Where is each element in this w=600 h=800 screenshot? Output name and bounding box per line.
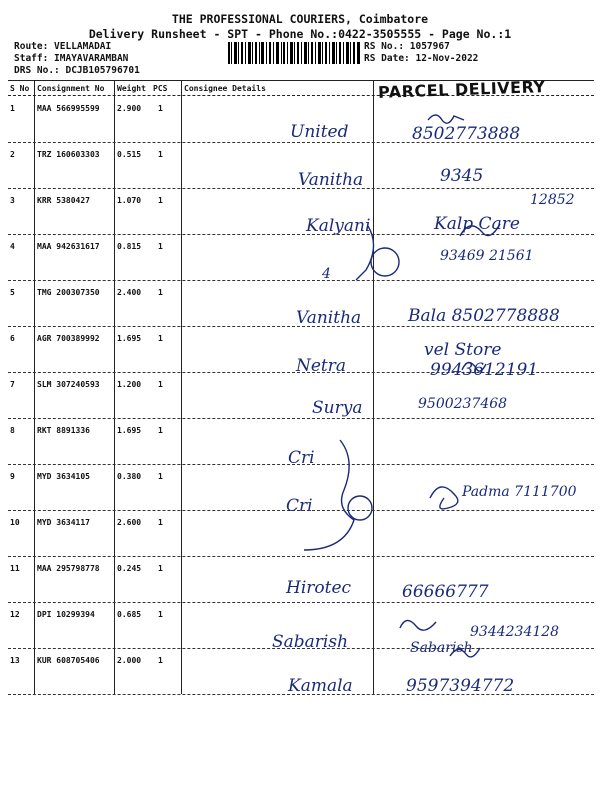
handwritten-name: Hirotec [286, 578, 352, 598]
document-title: THE PROFESSIONAL COURIERS, Coimbatore [171, 12, 429, 26]
table-row: 12 DPI 10299394 0.685 1 [8, 602, 594, 649]
handwritten-name: Kamala [288, 676, 353, 696]
bracket-line [356, 226, 374, 280]
signature [430, 487, 458, 509]
handwritten-name: Kalyani [306, 216, 371, 236]
table-row: 11 MAA 295798778 0.245 1 [8, 556, 594, 603]
table-row: 10 MYD 3634117 2.600 1 [8, 510, 594, 557]
handwritten-name: Cri [286, 496, 313, 516]
drs-label: DRS No.: DCJB105796701 [14, 65, 140, 76]
table-row: 4 MAA 942631617 0.815 1 [8, 234, 594, 281]
rs-date: RS Date: 12-Nov-2022 [364, 53, 479, 64]
column-header-weight: Weight [117, 84, 146, 93]
handwritten-note: 4 [322, 266, 331, 282]
handwritten-note: Kalp Care [434, 214, 520, 234]
handwritten-phone: 9943612191 [430, 360, 539, 380]
handwritten-phone: 9500237468 [418, 396, 508, 412]
signature [450, 648, 480, 657]
handwritten-name: Sabarish [272, 632, 349, 652]
route-label: Route: VELLAMADAI [14, 41, 112, 52]
table-row: 6 AGR 700389992 1.695 1 [8, 326, 594, 373]
column-header-pcs: PCS [153, 84, 168, 93]
signature [428, 115, 464, 123]
table-row: 13 KUR 608705406 2.000 1 [8, 648, 594, 695]
handwritten-name: Cri [288, 448, 315, 468]
parcel-delivery-stamp: PARCEL DELIVERY [377, 77, 546, 102]
rs-number: RS No.: 1057967 [364, 41, 450, 52]
circled-mark [348, 496, 372, 520]
handwritten-phone: 12852 [530, 192, 575, 208]
table-row: 1 MAA 566995599 2.900 1 [8, 96, 594, 143]
column-header-consignee: Consignee Details [184, 84, 266, 93]
circled-mark [371, 248, 399, 276]
table-row: 2 TRZ 160603303 0.515 1 [8, 142, 594, 189]
handwritten-signature-text: Sabarish [410, 640, 473, 656]
document-subtitle: Delivery Runsheet - SPT - Phone No.:0422-3505555 - Page No.:1 [88, 27, 512, 41]
table-row: 5 TMG 200307350 2.400 1 [8, 280, 594, 327]
handwritten-name: United [290, 122, 349, 142]
handwritten-phone: 9597394772 [406, 676, 515, 696]
handwritten-phone: 93469 21561 [440, 248, 534, 264]
column-header-consignment: Consignment No [37, 84, 105, 93]
handwritten-name: Netra [296, 356, 347, 376]
handwritten-phone: 8502773888 [412, 124, 521, 144]
handwritten-phone: 9344234128 [470, 624, 560, 640]
signature [460, 224, 500, 236]
column-header-sno: S No [10, 84, 30, 93]
handwritten-note: Padma 7111700 [462, 484, 577, 500]
signature [462, 362, 486, 371]
signature [400, 620, 436, 630]
handwritten-phone: Bala 8502778888 [408, 306, 560, 326]
handwritten-phone: 66666777 [402, 582, 489, 602]
table-row: 7 SLM 307240593 1.200 1 [8, 372, 594, 419]
handwritten-phone: 9345 [440, 166, 484, 186]
handwritten-name: Surya [312, 398, 363, 418]
handwritten-name: Vanitha [296, 308, 362, 328]
table-row: 3 KRR 5380427 1.070 1 [8, 188, 594, 235]
table-row: 9 MYD 3634105 0.380 1 [8, 464, 594, 511]
staff-label: Staff: IMAYAVARAMBAN [14, 53, 129, 64]
handwritten-note: vel Store [424, 340, 502, 360]
bracket-line [304, 440, 354, 550]
table-row: 8 RKT 8891336 1.695 1 [8, 418, 594, 465]
handwritten-name: Vanitha [298, 170, 364, 190]
